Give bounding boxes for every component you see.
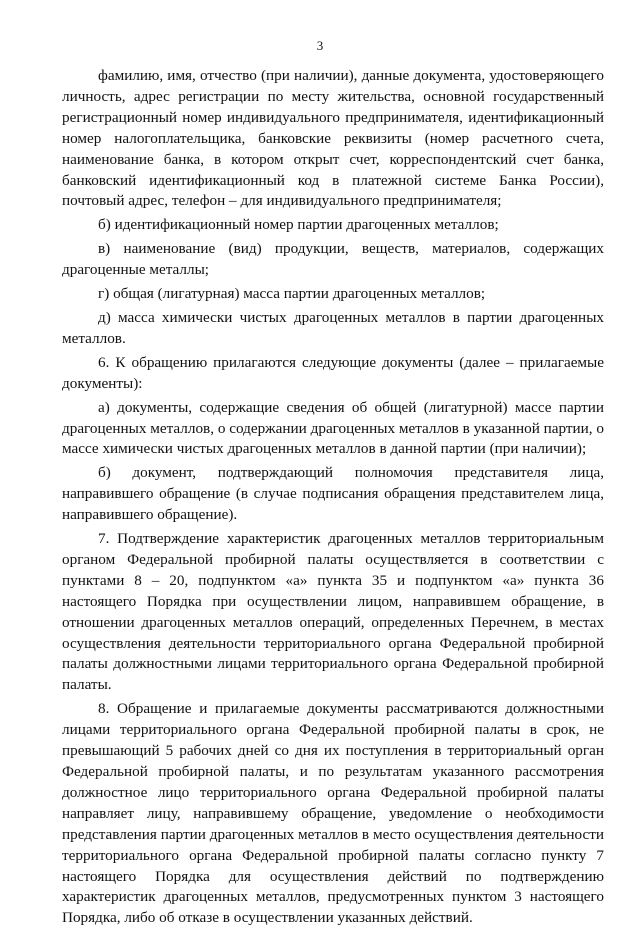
paragraph-section-6-item-b: б) документ, подтверждающий полномочия представителя лица, направившего обращение (в случае подписания обращения представителем лица, направившего обращение). <box>62 464 604 524</box>
paragraph-section-6-item-a: а) документы, содержащие сведения об общей (лигатурной) массе партии драгоценных металлов, о содержании драгоценных металлов в указанной партии, о массе химически чистых драгоценных металлов в данной партии (при наличии); <box>62 398 604 458</box>
paragraph-item-g-ligature-mass: г) общая (лигатурная) масса партии драгоценных металлов; <box>98 285 486 303</box>
paragraph-item-b-batch-id: б) идентификационный номер партии драгоценных металлов; <box>98 216 499 234</box>
paragraph-item-v-product-name: в) наименование (вид) продукции, веществ, материалов, содержащих драгоценные металлы; <box>62 240 604 279</box>
paragraph-section-6: 6. К обращению прилагаются следующие документы (далее – прилагаемые документы): <box>62 353 604 392</box>
page-number: 3 <box>316 38 324 53</box>
document-body <box>62 66 604 932</box>
paragraph-section-7: 7. Подтверждение характеристик драгоценных металлов территориальным органом Федеральной пробирной палаты осуществляется в соответствии с пунктами 8 – 20, подпунктом «а» пункта 35 и подпунктом «а» пункта 36 настоящего Порядка при осуществлении лицом, направившем обращение, в отношении драгоценных металлов операций, определенных Перечнем, в местах осуществления деятельности территориального органа Федеральной пробирной палаты должностными лицами территориального органа Федеральной пробирной палаты. <box>62 530 604 694</box>
paragraph-item-d-pure-mass: д) масса химически чистых драгоценных металлов в партии драгоценных металлов. <box>62 308 604 347</box>
paragraph-section-8: 8. Обращение и прилагаемые документы рассматриваются должностными лицами территориального органа Федеральной пробирной палаты в срок, не превышающий 5 рабочих дней со дня их поступления в территориальный орган Федеральной пробирной палаты, и по результатам указанного рассмотрения должностное лицо территориального органа Федеральной пробирной палаты направляет лицу, направившему обращение, уведомление о необходимости представления партии драгоценных металлов в место осуществления деятельности территориального органа Федеральной пробирной палаты согласно пункту 7 настоящего Порядка для осуществления действий по подтверждению характеристик драгоценных металлов, предусмотренных пунктом 3 настоящего Порядка, либо об отказе в осуществлении указанных действий. <box>62 700 604 927</box>
paragraph-applicant-details: фамилию, имя, отчество (при наличии), данные документа, удостоверяющего личность, адрес регистрации по месту жительства, основной государственный регистрационный номер индивидуального предпринимателя, идентификационный номер налогоплательщика, банковские реквизиты (номер расчетного счета, наименование банка, в котором открыт счет, корреспондентский счет банка, банковский идентификационный код в платежной системе Банка России), почтовый адрес, телефон – для индивидуального предпринимателя; <box>62 67 604 210</box>
